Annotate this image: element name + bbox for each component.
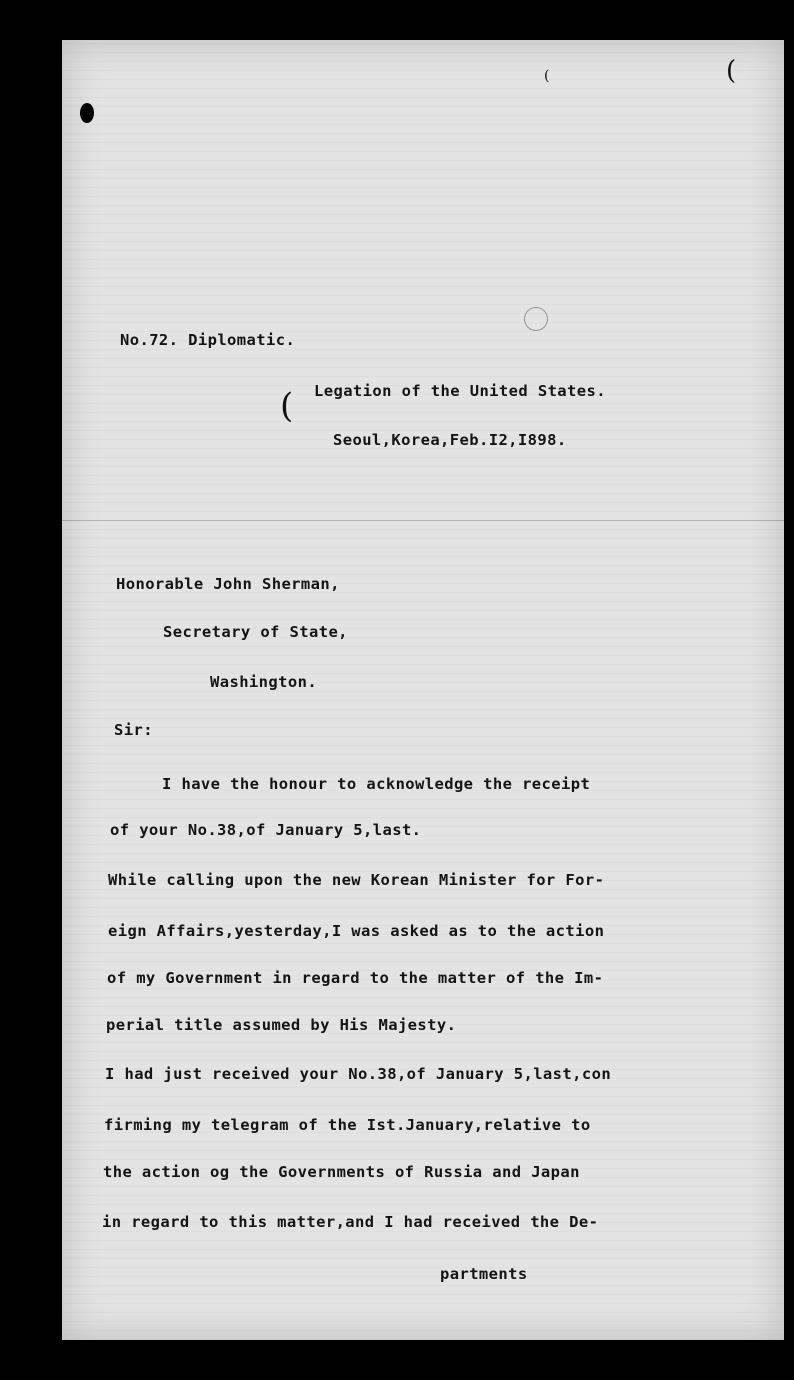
punch-hole bbox=[80, 103, 94, 123]
body-line-3: While calling upon the new Korean Minister for For- bbox=[108, 871, 605, 889]
sender-line-1: Legation of the United States. bbox=[314, 382, 606, 400]
document-page bbox=[62, 40, 784, 1340]
body-line-7: I had just received your No.38,of January 5,last,con bbox=[105, 1065, 612, 1083]
addressee-line-2: Secretary of State, bbox=[163, 623, 348, 641]
body-line-10: in regard to this matter,and I had received the De- bbox=[102, 1213, 599, 1231]
body-line-5: of my Government in regard to the matter of the Im- bbox=[107, 969, 604, 987]
body-line-4: eign Affairs,yesterday,I was asked as to the action bbox=[108, 922, 605, 940]
body-line-6: perial title assumed by His Majesty. bbox=[106, 1016, 457, 1034]
stain-mark bbox=[524, 307, 548, 331]
body-line-9: the action og the Governments of Russia and Japan bbox=[103, 1163, 580, 1181]
body-line-1: I have the honour to acknowledge the receipt bbox=[162, 775, 591, 793]
salutation: Sir: bbox=[114, 721, 153, 739]
addressee-line-3: Washington. bbox=[210, 673, 318, 691]
pencil-bracket: ( bbox=[280, 386, 294, 426]
pencil-mark: ( bbox=[726, 56, 737, 86]
addressee-line-1: Honorable John Sherman, bbox=[116, 575, 340, 593]
body-line-2: of your No.38,of January 5,last. bbox=[110, 821, 422, 839]
catchword: partments bbox=[440, 1265, 528, 1283]
body-line-8: firming my telegram of the Ist.January,relative to bbox=[104, 1116, 591, 1134]
fold-line bbox=[62, 520, 784, 521]
reference-line: No.72. Diplomatic. bbox=[120, 331, 296, 349]
pencil-tick: ( bbox=[544, 68, 550, 84]
sender-line-2: Seoul,Korea,Feb.I2,I898. bbox=[333, 431, 567, 449]
